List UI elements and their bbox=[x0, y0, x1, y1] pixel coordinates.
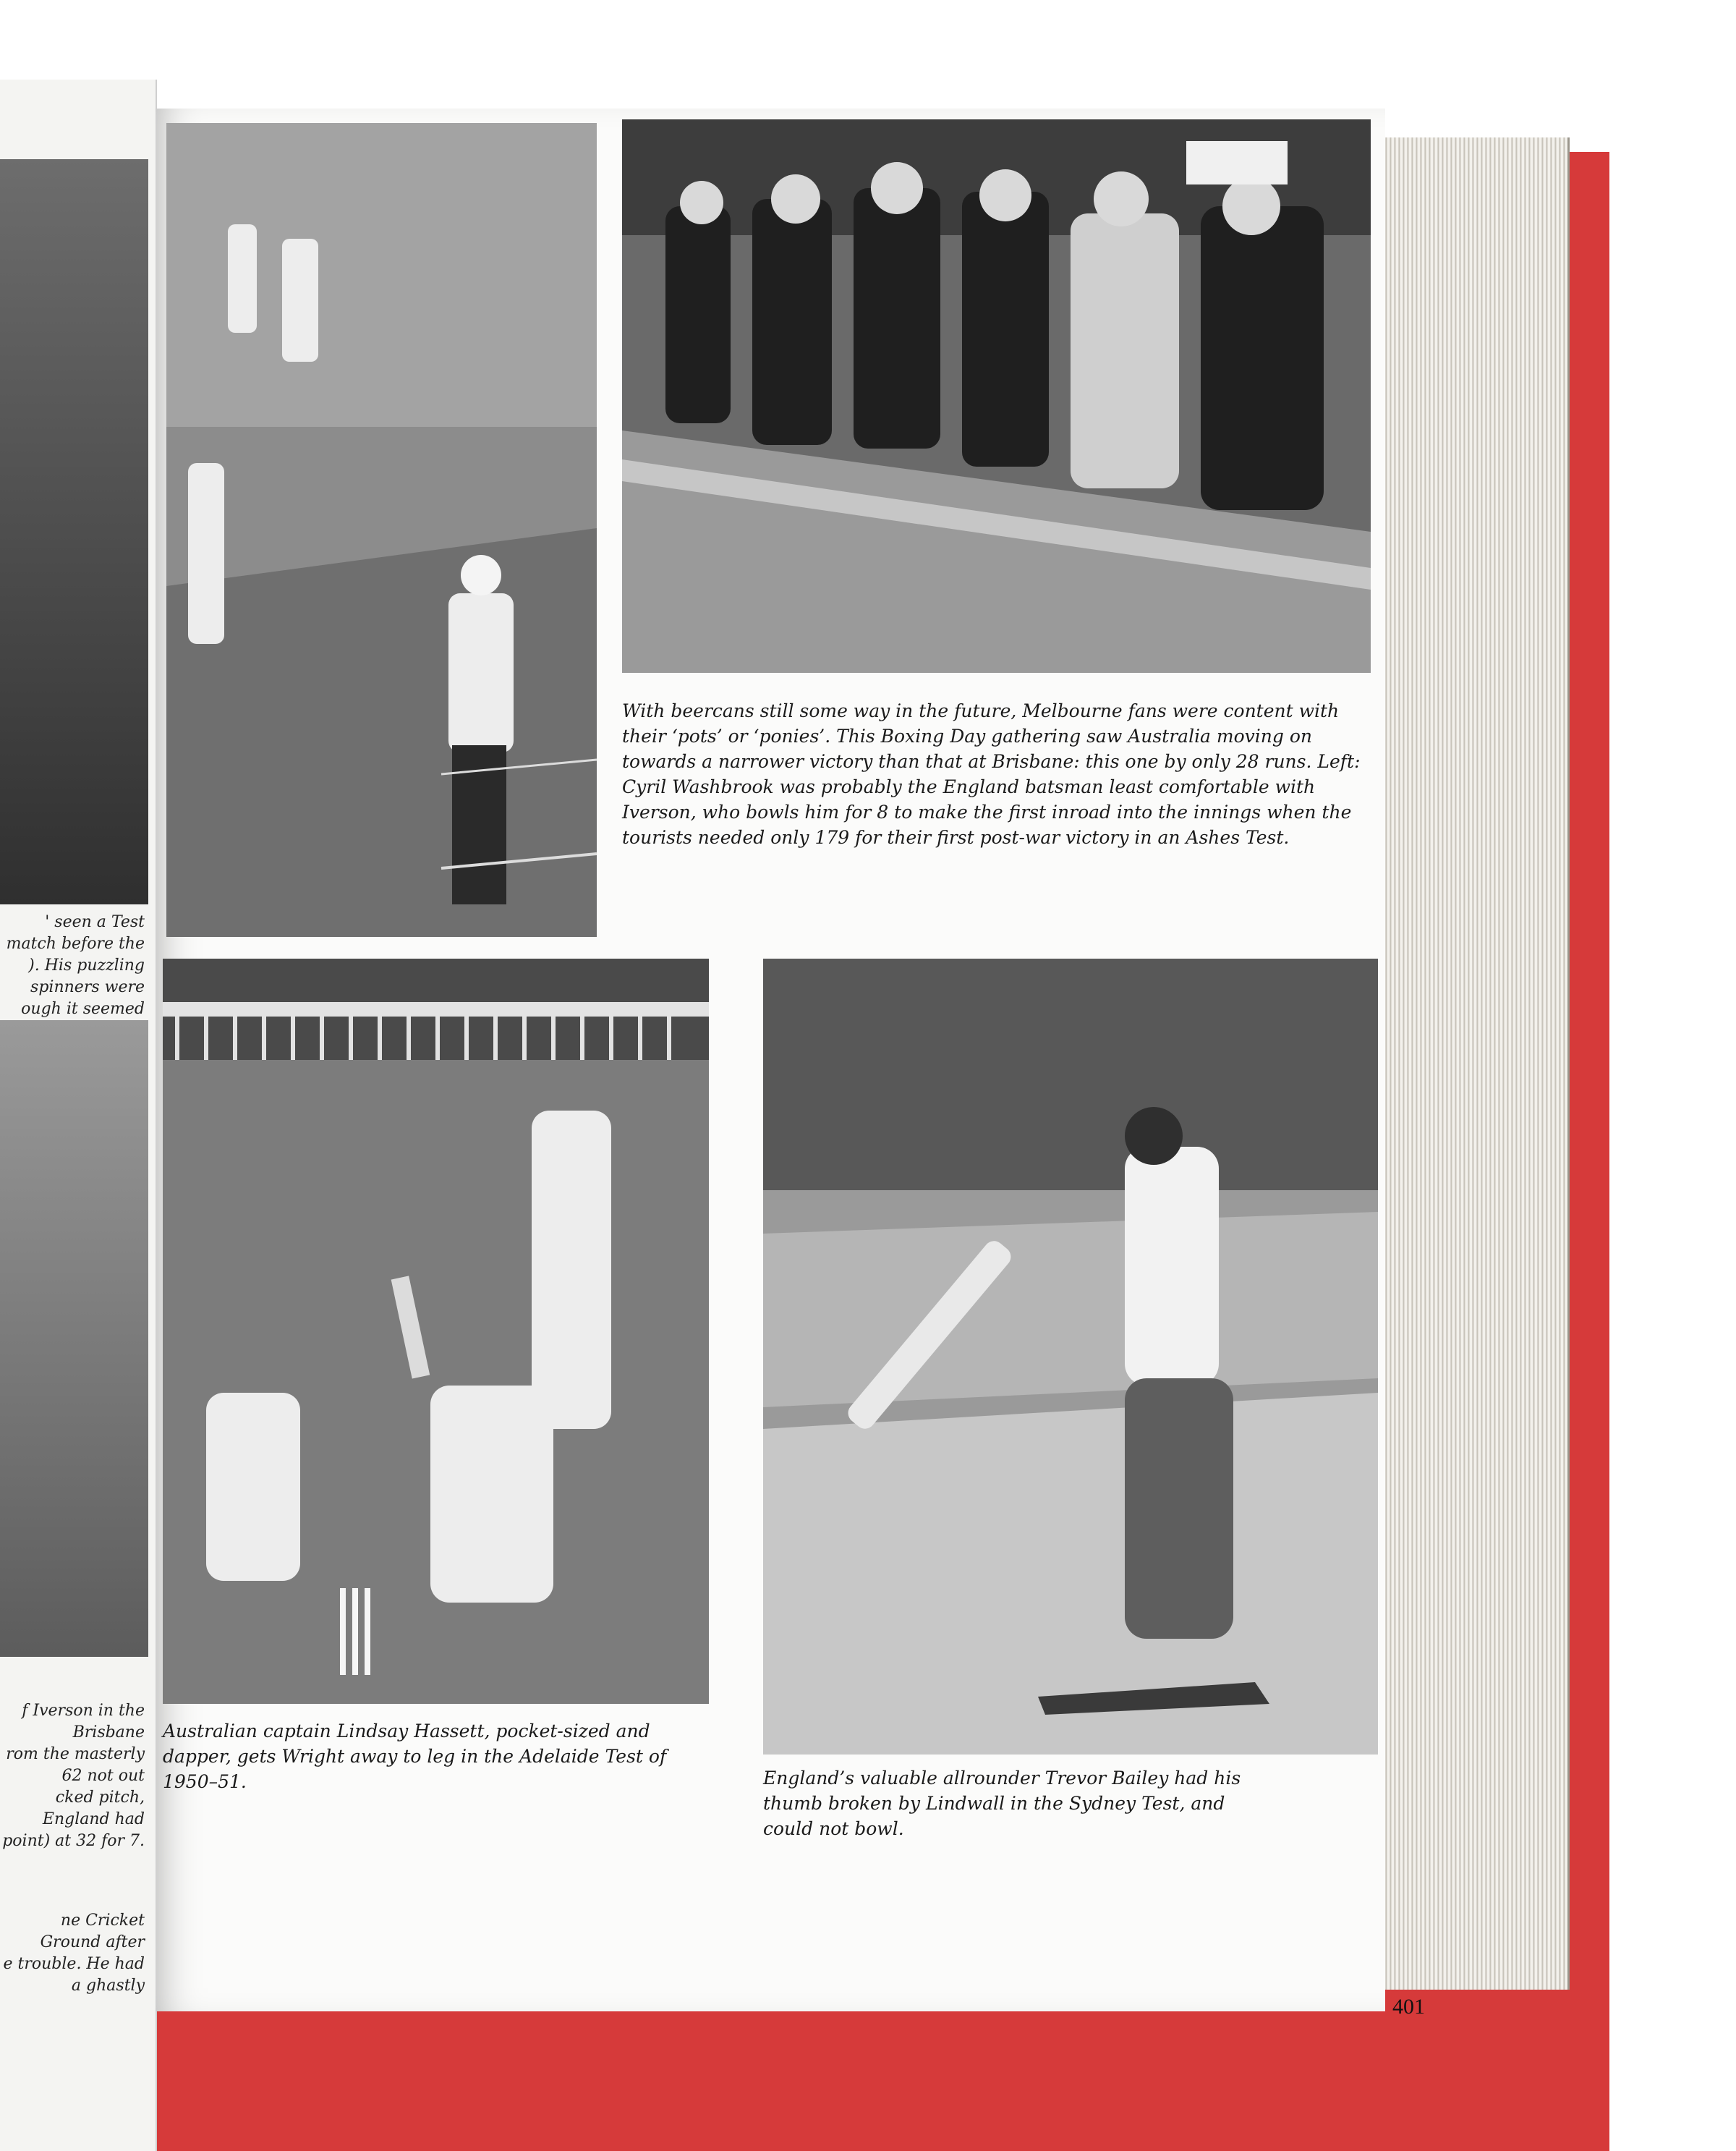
page-number: 401 bbox=[1392, 1995, 1425, 2019]
washbrook-photo bbox=[166, 123, 597, 937]
left-caption-bottom: ne Cricket Ground after e trouble. He had a ghastly bbox=[3, 1912, 145, 1995]
melbourne-fans-photo bbox=[622, 119, 1371, 673]
left-photo-middle bbox=[0, 1020, 148, 1657]
left-caption-top: ' seen a Test match before the ). His puzzling spinners were ough it seemed bbox=[6, 913, 145, 1018]
left-photo-top bbox=[0, 159, 148, 904]
caption-bailey: England’s valuable allrounder Trevor Bailey had his thumb broken by Lindwall in the Sydney Test, and could not bowl. bbox=[763, 1768, 1241, 1839]
hassett-photo bbox=[163, 959, 709, 1704]
caption-melbourne-fans: With beercans still some way in the future, Melbourne fans were content with their ‘pots’ or ‘ponies’. This Boxing Day gathering saw Australia moving on towards a narrower victory than that at Brisbane: this one by only 28 runs. Left: Cyril Washbrook was probably the England batsman least comfortable with Iverson, who bowls him for 8 to make the first inroad into the innings when the tourists needed only 179 for their first post-war victory in an Ashes Test. bbox=[622, 700, 1361, 848]
right-page bbox=[156, 109, 1425, 2019]
page-block-edge bbox=[1383, 137, 1570, 1990]
left-caption-middle: f Iverson in the Brisbane rom the masterly 62 not out cked pitch, England had point) at 32 for 7. bbox=[2, 1702, 145, 1850]
caption-hassett: Australian captain Lindsay Hassett, pocket-sized and dapper, gets Wright away to leg in the Adelaide Test of 1950–51. bbox=[163, 1721, 667, 1792]
left-page bbox=[0, 80, 157, 2151]
bailey-photo bbox=[763, 959, 1378, 1755]
